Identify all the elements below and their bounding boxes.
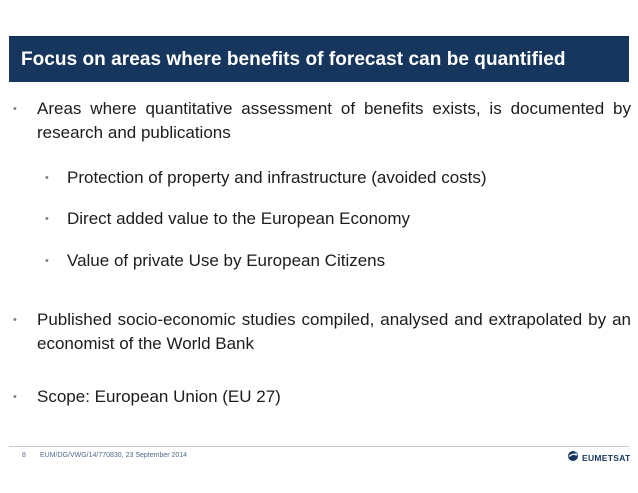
sub-bullet-item [45,207,627,231]
bullet-marker: • [13,103,17,115]
sub-bullet-text: Protection of property and infrastructure (avoided costs) [67,168,487,187]
footer-divider [9,446,629,447]
page-number: 8 [22,452,26,459]
sub-bullet-text: Direct added value to the European Economy [67,209,411,228]
slide-title: Focus on areas where benefits of forecast can be quantified [21,48,566,70]
bullet-text: Areas where quantitative assessment of benefits exists, is documented by research and publications [37,99,631,142]
sub-bullet-item [45,249,627,273]
document-reference: EUM/DG/VWG/14/770830, 23 September 2014 [40,452,188,459]
bullet-item [13,97,631,145]
bullet-item [13,385,631,409]
eumetsat-logo [567,449,631,467]
bullet-marker: • [13,391,17,403]
bullet-text: Scope: European Union (EU 27) [37,387,281,406]
bullet-marker: • [45,213,49,225]
bullet-marker: • [13,314,17,326]
bullet-marker: • [45,172,49,184]
logo-wordmark: EUMETSAT [582,453,631,463]
bullet-text: Published socio-economic studies compiled, analysed and extrapolated by an economist of the World Bank [37,310,631,353]
sub-bullet-text: Value of private Use by European Citizens [67,251,386,270]
bullet-marker: • [45,255,49,267]
eumetsat-logo-icon [567,449,579,467]
slide-title-bar [9,36,629,82]
bullet-item [13,308,631,356]
sub-bullet-item [45,166,627,190]
